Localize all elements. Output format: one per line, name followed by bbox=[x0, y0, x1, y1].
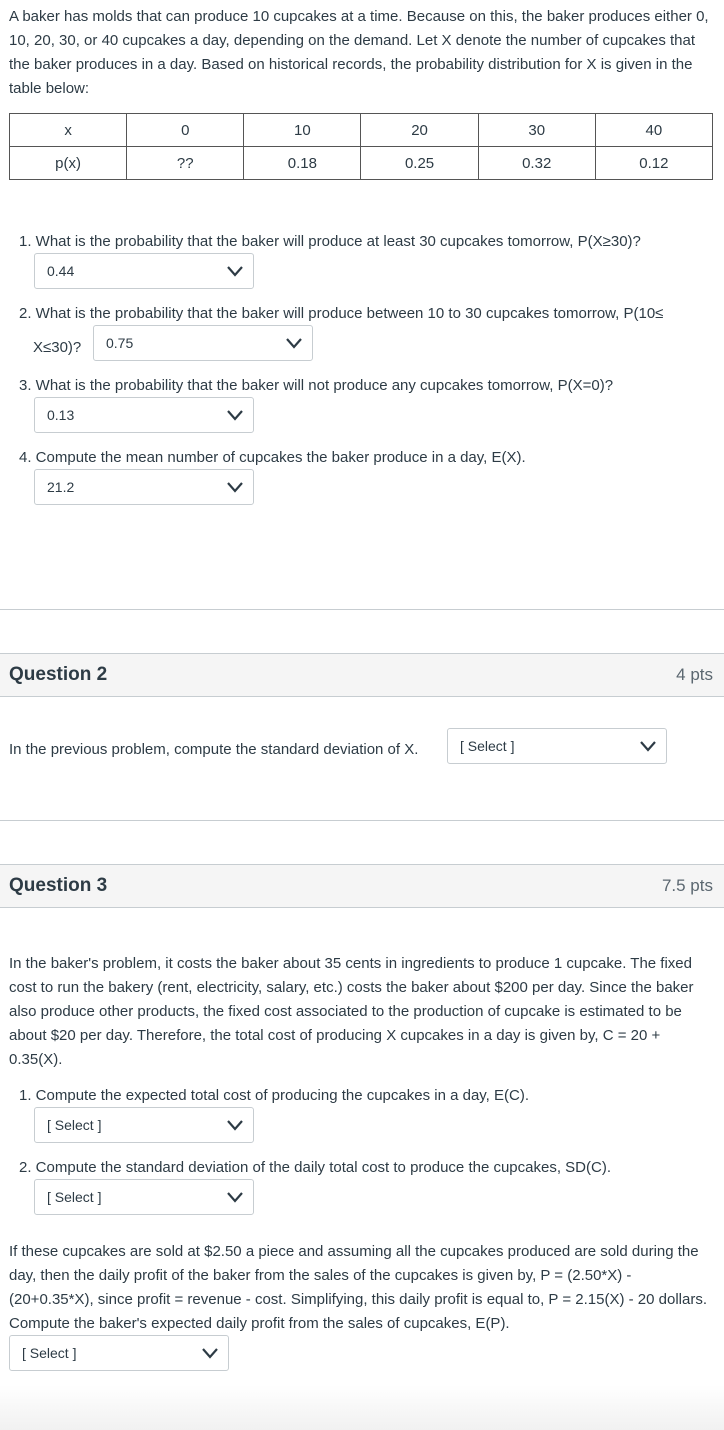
select-value: [ Select ] bbox=[22, 1345, 77, 1361]
table-cell: 0.12 bbox=[595, 147, 712, 180]
q3-item-2-text: 2. Compute the standard deviation of the daily total cost to produce the cupcakes, SD(C). bbox=[19, 1159, 611, 1176]
table-cell: 0.25 bbox=[361, 147, 478, 180]
select-value: 21.2 bbox=[47, 479, 75, 495]
question-points: 4 pts bbox=[676, 665, 713, 684]
question-title: Question 3 bbox=[9, 875, 108, 896]
q1-item-2-text: 2. What is the probability that the baker will produce between 10 to 30 cupcakes tomorrow, P(10≤ bbox=[19, 305, 664, 322]
table-cell: ?? bbox=[127, 147, 244, 180]
table-cell: 0.32 bbox=[478, 147, 595, 180]
q1-item-1-select[interactable] bbox=[34, 253, 254, 289]
chevron-down-icon bbox=[640, 740, 656, 752]
chevron-down-icon bbox=[227, 409, 243, 421]
select-value: [ Select ] bbox=[47, 1117, 102, 1133]
q3-profit-text: If these cupcakes are sold at $2.50 a piece and assuming all the cupcakes produced are sold during the day, then the daily profit of the baker from the sales of the cupcakes is given by, P = (2.50*X) - (20+0.35*X), since profit = revenue - cost. Simplifying, this daily profit is equal to, P = 2.15(X) - 20 dollars. Compute the baker's expected daily profit from the sales of cupcakes, E(P). bbox=[9, 1243, 707, 1332]
q3-item-1-text: 1. Compute the expected total cost of producing the cupcakes in a day, E(C). bbox=[19, 1087, 530, 1104]
table-cell: 0 bbox=[127, 114, 244, 147]
q1-item-3-select[interactable] bbox=[34, 397, 254, 433]
q3-item-2-select[interactable] bbox=[34, 1179, 254, 1215]
divider bbox=[0, 609, 724, 610]
table-cell: 10 bbox=[244, 114, 361, 147]
table-cell: 20 bbox=[361, 114, 478, 147]
q1-item-3-text: 3. What is the probability that the baker will not produce any cupcakes tomorrow, P(X=0)? bbox=[19, 377, 614, 394]
q1-item-2-text-cont: X≤30)? bbox=[33, 339, 82, 356]
q1-item-4-select[interactable] bbox=[34, 469, 254, 505]
table-cell: x bbox=[10, 114, 127, 147]
chevron-down-icon bbox=[227, 265, 243, 277]
chevron-down-icon bbox=[227, 1119, 243, 1131]
q1-item-2-select[interactable] bbox=[93, 325, 313, 361]
q3-profit-select[interactable] bbox=[9, 1335, 229, 1371]
select-value: 0.44 bbox=[47, 263, 75, 279]
table-row bbox=[10, 147, 713, 180]
probability-table bbox=[9, 113, 713, 180]
select-value: 0.13 bbox=[47, 407, 75, 423]
question-title: Question 2 bbox=[9, 664, 108, 685]
chevron-down-icon bbox=[227, 1191, 243, 1203]
q3-item-1-select[interactable] bbox=[34, 1107, 254, 1143]
q1-item-1-text: 1. What is the probability that the baker will produce at least 30 cupcakes tomorrow, P(X≥30)? bbox=[19, 233, 641, 250]
chevron-down-icon bbox=[286, 337, 302, 349]
q2-select[interactable] bbox=[447, 728, 667, 764]
chevron-down-icon bbox=[227, 481, 243, 493]
table-cell: 0.18 bbox=[244, 147, 361, 180]
question-3-header bbox=[0, 864, 724, 908]
q1-intro: A baker has molds that can produce 10 cupcakes at a time. Because on this, the baker produces either 0, 10, 20, 30, or 40 cupcakes a day, depending on the demand. Let X denote the number of cupcakes that the baker produces in a day. Based on historical records, the probability distribution for X is given in the table below: bbox=[9, 8, 709, 97]
select-value: 0.75 bbox=[106, 335, 134, 351]
chevron-down-icon bbox=[202, 1347, 218, 1359]
q3-intro: In the baker's problem, it costs the baker about 35 cents in ingredients to produce 1 cupcake. The fixed cost to run the bakery (rent, electricity, salary, etc.) costs the baker about $200 per day. Since the baker also produce other products, the fixed cost associated to the production of cupcake is estimated to be about $20 per day. Therefore, the total cost of producing X cupcakes in a day is given by, C = 20 + 0.35(X). bbox=[9, 955, 694, 1068]
table-cell: 40 bbox=[595, 114, 712, 147]
question-points: 7.5 pts bbox=[661, 876, 713, 895]
question-2-header bbox=[0, 653, 724, 697]
divider bbox=[0, 820, 724, 821]
q2-prompt: In the previous problem, compute the standard deviation of X. bbox=[9, 741, 419, 758]
select-value: [ Select ] bbox=[47, 1189, 102, 1205]
table-header-row bbox=[10, 114, 713, 147]
q1-item-4-text: 4. Compute the mean number of cupcakes the baker produce in a day, E(X). bbox=[19, 449, 526, 466]
select-value: [ Select ] bbox=[460, 738, 515, 754]
bottom-fade bbox=[0, 1385, 724, 1430]
table-cell: 30 bbox=[478, 114, 595, 147]
table-cell: p(x) bbox=[10, 147, 127, 180]
